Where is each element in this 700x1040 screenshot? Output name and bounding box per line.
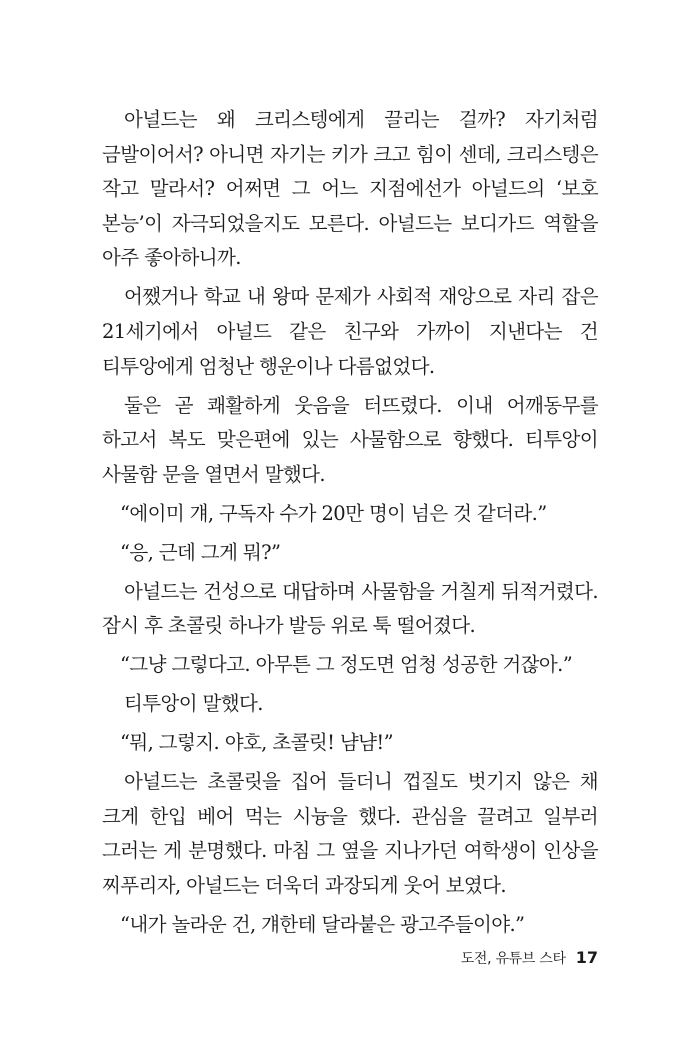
page-footer <box>461 948 598 968</box>
dialogue-line: “응, 근데 그게 뭐?” <box>120 540 281 564</box>
paragraph: 아널드는 건성으로 대답하며 사물함을 거칠게 뒤적거렸다. 잠시 후 초콜릿 하나가 발등 위로 툭 떨어졌다. <box>102 579 598 638</box>
dialogue-line: “뭐, 그렇지. 야호, 초콜릿! 냠냠!” <box>120 731 394 755</box>
running-title: 도전, 유튜브 스타 <box>460 951 566 967</box>
page-number: 17 <box>575 948 598 967</box>
body-text <box>102 103 598 947</box>
dialogue-line: “그냥 그렇다고. 아무튼 그 정도면 엄청 성공한 거잖아.” <box>120 653 573 677</box>
paragraph: 아널드는 왜 크리스텡에게 끌리는 걸까? 자기처럼 금발이어서? 아니면 자기는 키가 크고 힘이 센데, 크리스텡은 작고 말라서? 어쩌면 그 어느 지점에선가 아널드의 ‘보호 본능’이 자극되었을지도 모른다. 아널드는 보디가드 역할을 아주 좋아하니까. <box>102 108 598 270</box>
paragraph: 둘은 곧 쾌활하게 웃음을 터뜨렸다. 이내 어깨동무를 하고서 복도 맞은편에 있는 사물함으로 향했다. 티투앙이 사물함 문을 열면서 말했다. <box>102 393 598 486</box>
dialogue-line: “에이미 걔, 구독자 수가 20만 명이 넘은 것 같더라.” <box>120 501 547 525</box>
dialogue-line: “내가 놀라운 건, 걔한테 달라붙은 광고주들이야.” <box>120 912 525 936</box>
paragraph: 어쨌거나 학교 내 왕따 문제가 사회적 재앙으로 자리 잡은 21세기에서 아널드 같은 친구와 가까이 지낸다는 건 티투앙에게 엄청난 행운이나 다름없었다. <box>102 285 598 378</box>
paragraph: 티투앙이 말했다. <box>124 692 263 716</box>
paragraph: 아널드는 초콜릿을 집어 들더니 껍질도 벗기지 않은 채 크게 한입 베어 먹는 시늉을 했다. 관심을 끌려고 일부러 그러는 게 분명했다. 마침 그 옆을 지나가던 여학생이 인상을 찌푸리자, 아널드는 더욱더 과장되게 웃어 보였다. <box>102 770 598 897</box>
